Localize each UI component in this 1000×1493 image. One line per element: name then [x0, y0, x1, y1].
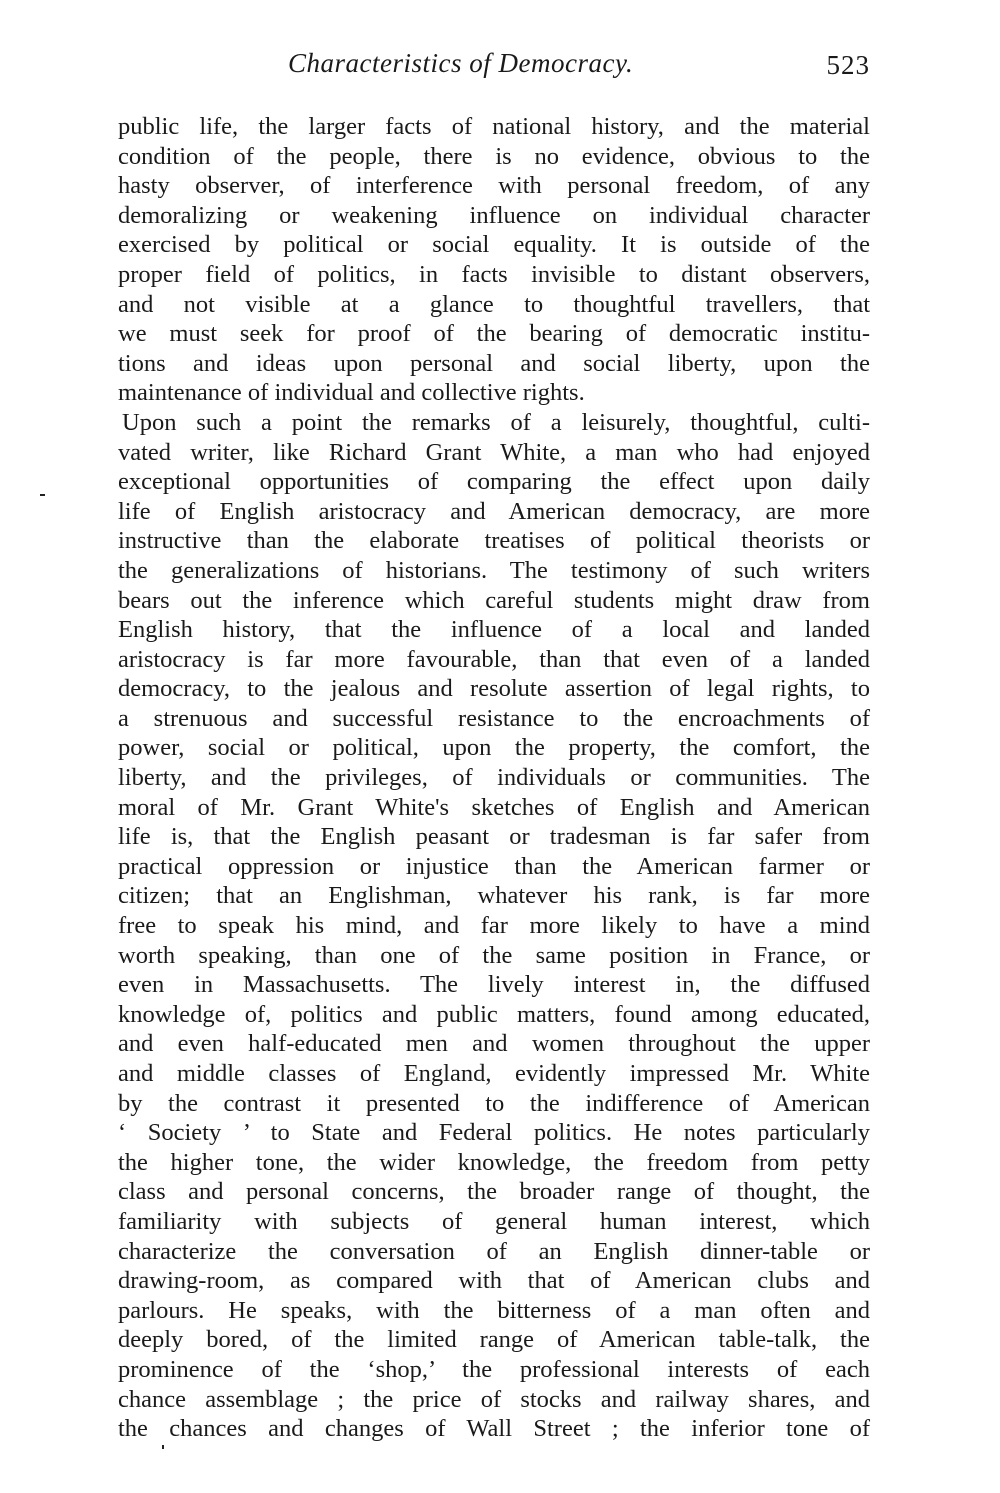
body-text — [118, 112, 870, 1444]
text-line: knowledge of, politics and public matters, found among educated, — [118, 1000, 870, 1028]
text-line: life is, that the English peasant or tradesman is far safer from — [118, 823, 870, 851]
text-line: citizen; that an Englishman, whatever his rank, is far more — [118, 882, 870, 910]
text-line: exceptional opportunities of comparing the effect upon daily — [118, 468, 870, 496]
text-line: moral of Mr. Grant White's sketches of English and American — [118, 793, 870, 821]
text-line: and even half-educated men and women throughout the upper — [118, 1030, 870, 1058]
running-head — [118, 48, 870, 84]
text-line: prominence of the ‘shop,’ the professional interests of each — [118, 1355, 870, 1383]
text-line: the chances and changes of Wall Street ; the inferior tone of — [118, 1415, 870, 1443]
text-line: public life, the larger facts of national history, and the material — [118, 113, 870, 140]
text-line: hasty observer, of interference with personal freedom, of any — [118, 172, 870, 200]
text-line: instructive than the elaborate treatises of political theorists or — [118, 527, 870, 555]
text-line: exercised by political or social equality. It is outside of the — [118, 231, 870, 259]
text-line: by the contrast it presented to the indifference of American — [118, 1089, 870, 1117]
text-line: free to speak his mind, and far more likely to have a mind — [118, 912, 870, 940]
text-line: demoralizing or weakening influence on individual character — [118, 201, 870, 229]
text-line: democracy, to the jealous and resolute assertion of legal rights, to — [118, 675, 870, 703]
text-line: class and personal concerns, the broader range of thought, the — [118, 1178, 870, 1206]
paragraph-1 — [118, 112, 870, 408]
text-line: ‘ Society ’ to State and Federal politics. He notes particularly — [118, 1119, 870, 1147]
text-line: the higher tone, the wider knowledge, the freedom from petty — [118, 1148, 870, 1176]
text-line: the generalizations of historians. The testimony of such writers — [118, 556, 870, 584]
text-line: Upon such a point the remarks of a leisurely, thoughtful, culti- — [122, 408, 870, 436]
text-line: liberty, and the privileges, of individuals or communities. The — [118, 764, 870, 792]
paragraph-2 — [118, 408, 870, 1444]
margin-mark — [40, 494, 45, 496]
text-line: drawing-room, as compared with that of American clubs and — [118, 1267, 870, 1295]
text-line: familiarity with subjects of general human interest, which — [118, 1207, 870, 1235]
text-line: worth speaking, than one of the same position in France, or — [118, 941, 870, 969]
text-line: even in Massachusetts. The lively interest in, the diffused — [118, 971, 870, 999]
text-line: chance assemblage ; the price of stocks and railway shares, and — [118, 1385, 870, 1413]
page-number: 523 — [826, 50, 870, 80]
print-speck — [162, 1445, 164, 1449]
text-line: English history, that the influence of a local and landed — [118, 616, 870, 644]
text-line: deeply bored, of the limited range of American table-talk, the — [118, 1326, 870, 1354]
text-line: bears out the inference which careful students might draw from — [118, 586, 870, 614]
text-line: we must seek for proof of the bearing of democratic institu- — [118, 320, 870, 348]
text-line: and not visible at a glance to thoughtful travellers, that — [118, 290, 870, 318]
text-line: a strenuous and successful resistance to the encroachments of — [118, 704, 870, 732]
text-line: condition of the people, there is no evidence, obvious to the — [118, 142, 870, 170]
text-line: tions and ideas upon personal and social liberty, upon the — [118, 349, 870, 377]
text-line: vated writer, like Richard Grant White, a man who had enjoyed — [118, 438, 870, 466]
text-line: aristocracy is far more favourable, than that even of a landed — [118, 645, 870, 673]
running-head-title: Characteristics of Democracy. — [288, 48, 634, 78]
text-line: practical oppression or injustice than the American farmer or — [118, 852, 870, 880]
text-line: power, social or political, upon the property, the comfort, the — [118, 734, 870, 762]
text-line: proper field of politics, in facts invisible to distant observers, — [118, 260, 870, 288]
text-line: life of English aristocracy and American democracy, are more — [118, 497, 870, 525]
text-line: characterize the conversation of an English dinner-table or — [118, 1237, 870, 1265]
text-line: maintenance of individual and collective rights. — [118, 379, 585, 407]
text-line: parlours. He speaks, with the bitterness of a man often and — [118, 1296, 870, 1324]
text-line: and middle classes of England, evidently impressed Mr. White — [118, 1060, 870, 1087]
